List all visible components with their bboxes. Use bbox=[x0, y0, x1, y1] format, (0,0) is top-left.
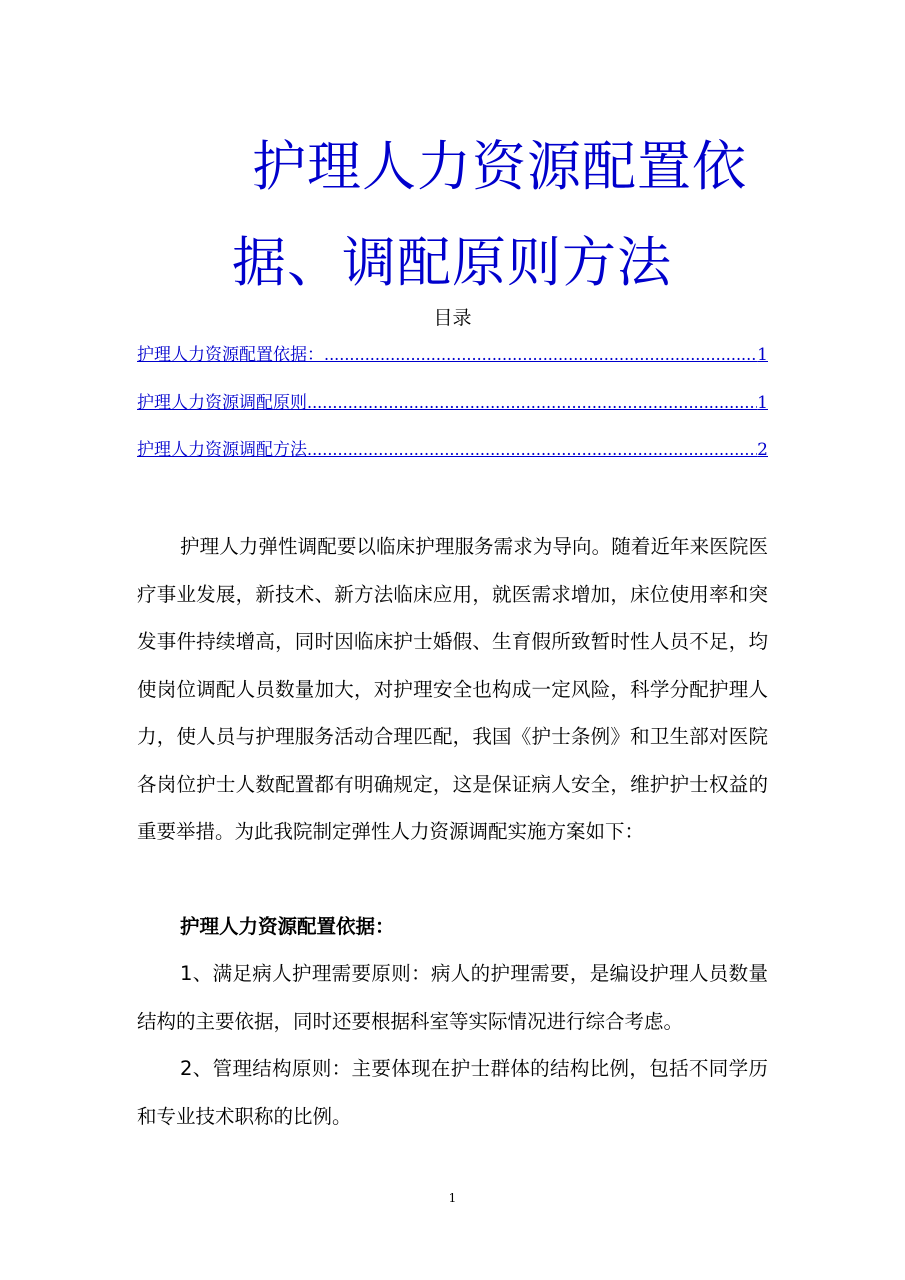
toc-dot-leader bbox=[307, 442, 757, 458]
toc-entry-1[interactable] bbox=[137, 347, 768, 364]
toc-dot-leader bbox=[324, 347, 757, 363]
page-number: 1 bbox=[448, 1191, 457, 1205]
intro-paragraph: 护理人力弹性调配要以临床护理服务需求为导向。随着近年来医院医疗事业发展，新技术、新方法临床应用，就医需求增加，床位使用率和突发事件持续增高，同时因临床护士婚假、生育假所致暂时性人员不足，均使岗位调配人员数量加大，对护理安全也构成一定风险，科学分配护理人力，使人员与护理服务活动合理匹配，我国《护士条例》和卫生部对医院各岗位护士人数配置都有明确规定，这是保证病人安全，维护护士权益的重要举措。为此我院制定弹性人力资源调配实施方案如下： bbox=[137, 535, 768, 843]
toc-entry-page: 1 bbox=[757, 345, 768, 365]
toc-entry-2[interactable] bbox=[137, 395, 768, 412]
principle-item-2: 2、管理结构原则：主要体现在护士群体的结构比例，包括不同学历和专业技术职称的比例。 bbox=[137, 1057, 768, 1128]
toc-entry-title: 护理人力资源调配方法 bbox=[137, 440, 307, 460]
principle-item-1: 1、满足病人护理需要原则：病人的护理需要，是编设护理人员数量结构的主要依据，同时还要根据科室等实际情况进行综合考虑。 bbox=[137, 962, 768, 1033]
section-heading: 护理人力资源配置依据： bbox=[180, 915, 395, 938]
document-title-line-2: 据、调配原则方法 bbox=[232, 231, 672, 294]
toc-heading: 目录 bbox=[433, 307, 472, 329]
toc-dot-leader bbox=[307, 395, 757, 411]
document-title-line-1: 护理人力资源配置依 bbox=[252, 135, 747, 198]
toc-entry-3[interactable] bbox=[137, 442, 768, 459]
toc-entry-page: 2 bbox=[757, 440, 768, 460]
toc-entry-page: 1 bbox=[757, 393, 768, 413]
toc-entry-title: 护理人力资源配置依据： bbox=[137, 345, 324, 365]
toc-entry-title: 护理人力资源调配原则 bbox=[137, 393, 307, 413]
